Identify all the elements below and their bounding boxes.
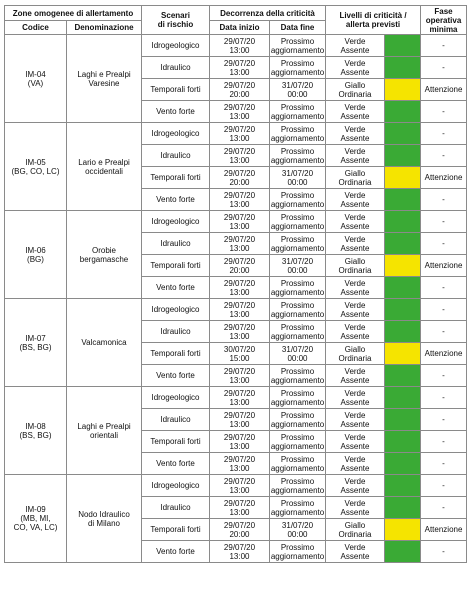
start-date: 29/07/20 20:00 [210,255,270,277]
zone-code: IM-05 (BG, CO, LC) [5,123,67,211]
end-date: Prossimo aggiornamento [270,476,325,495]
alert-level-label: Verde Assente [326,277,385,299]
operative-phase: - [421,409,467,431]
start-date: 29/07/20 13:00 [210,233,270,255]
start-date: 29/07/20 13:00 [210,431,270,453]
risk-scenario: Temporali forti [142,519,210,541]
alert-level-label: Verde Assente [326,541,385,563]
alert-table-container [4,5,467,563]
alert-level-label: Verde Assente [326,123,385,145]
operative-phase: - [421,365,467,387]
table-row [5,123,467,145]
alert-level-label: Verde Assente [326,57,385,79]
risk-scenario: Temporali forti [142,255,210,277]
alert-level-label: Giallo Ordinaria [326,79,385,101]
risk-scenario: Idraulico [142,321,210,343]
zone-name: Laghi e Prealpi Varesine [67,35,142,123]
start-date: 29/07/20 13:00 [210,101,270,123]
alert-level-label: Verde Assente [326,189,385,211]
risk-scenario: Idrogeologico [142,475,210,497]
end-date: Prossimo aggiornamento [270,454,325,473]
operative-phase: - [421,123,467,145]
operative-phase: - [421,497,467,519]
end-date: Prossimo aggiornamento [270,36,325,55]
end-date: Prossimo aggiornamento [270,410,325,429]
alert-level-swatch [385,453,421,475]
header-zone: Zone omogenee di allertamento [5,6,142,21]
zone-name: Orobie bergamasche [67,211,142,299]
zone-group [5,35,467,123]
alert-level-swatch [385,233,421,255]
alert-level-label: Giallo Ordinaria [326,343,385,365]
alert-level-swatch [385,35,421,57]
alert-level-label: Giallo Ordinaria [326,519,385,541]
end-date: 31/07/20 00:00 [270,519,326,541]
operative-phase: - [421,321,467,343]
alert-level-label: Verde Assente [326,387,385,409]
end-date: Prossimo aggiornamento [270,322,325,341]
risk-scenario: Vento forte [142,189,210,211]
alert-level-swatch [385,497,421,519]
zone-code: IM-06 (BG) [5,211,67,299]
header-scenari: Scenari di rischio [142,6,210,35]
alert-level-label: Verde Assente [326,475,385,497]
start-date: 29/07/20 13:00 [210,277,270,299]
header-data-inizio: Data inizio [210,21,270,35]
risk-scenario: Temporali forti [142,431,210,453]
risk-scenario: Idrogeologico [142,123,210,145]
alert-level-swatch [385,57,421,79]
alert-level-swatch [385,211,421,233]
alert-table [4,5,467,563]
operative-phase: - [421,211,467,233]
header-decorrenza: Decorrenza della criticità [210,6,326,21]
zone-code: IM-08 (BS, BG) [5,387,67,475]
zone-group [5,299,467,387]
end-date: Prossimo aggiornamento [270,498,325,517]
risk-scenario: Idrogeologico [142,211,210,233]
zone-name: Valcamonica [67,299,142,387]
start-date: 29/07/20 13:00 [210,365,270,387]
alert-level-swatch [385,387,421,409]
operative-phase: - [421,189,467,211]
end-date: Prossimo aggiornamento [270,432,325,451]
alert-level-label: Giallo Ordinaria [326,255,385,277]
table-row [5,475,467,497]
operative-phase: - [421,233,467,255]
operative-phase: Attenzione [421,79,467,101]
risk-scenario: Vento forte [142,101,210,123]
header-livelli: Livelli di criticità / allerta previsti [326,6,421,35]
end-date: Prossimo aggiornamento [270,190,325,209]
alert-level-swatch [385,343,421,365]
risk-scenario: Idrogeologico [142,35,210,57]
start-date: 29/07/20 13:00 [210,497,270,519]
operative-phase: - [421,277,467,299]
end-date: 31/07/20 00:00 [270,167,326,189]
operative-phase: - [421,35,467,57]
operative-phase: - [421,101,467,123]
zone-name: Lario e Prealpi occidentali [67,123,142,211]
alert-level-swatch [385,145,421,167]
header-denominazione: Denominazione [67,21,142,35]
alert-level-swatch [385,299,421,321]
operative-phase: - [421,57,467,79]
alert-level-label: Verde Assente [326,233,385,255]
start-date: 29/07/20 13:00 [210,57,270,79]
alert-level-label: Giallo Ordinaria [326,167,385,189]
alert-level-swatch [385,321,421,343]
alert-level-swatch [385,79,421,101]
start-date: 29/07/20 13:00 [210,475,270,497]
end-date: Prossimo aggiornamento [270,300,325,319]
end-date: Prossimo aggiornamento [270,388,325,407]
start-date: 29/07/20 13:00 [210,321,270,343]
start-date: 29/07/20 20:00 [210,519,270,541]
alert-level-label: Verde Assente [326,101,385,123]
alert-level-label: Verde Assente [326,431,385,453]
alert-level-label: Verde Assente [326,299,385,321]
start-date: 29/07/20 20:00 [210,167,270,189]
zone-code: IM-07 (BS, BG) [5,299,67,387]
end-date: Prossimo aggiornamento [270,366,325,385]
risk-scenario: Idraulico [142,497,210,519]
operative-phase: Attenzione [421,255,467,277]
start-date: 29/07/20 13:00 [210,387,270,409]
operative-phase: Attenzione [421,343,467,365]
operative-phase: - [421,475,467,497]
alert-level-label: Verde Assente [326,409,385,431]
alert-level-label: Verde Assente [326,497,385,519]
table-row [5,387,467,409]
zone-group [5,123,467,211]
risk-scenario: Idraulico [142,233,210,255]
operative-phase: - [421,387,467,409]
alert-level-label: Verde Assente [326,321,385,343]
alert-level-swatch [385,519,421,541]
operative-phase: - [421,145,467,167]
zone-code: IM-09 (MB, MI, CO, VA, LC) [5,475,67,563]
end-date: Prossimo aggiornamento [270,146,325,165]
risk-scenario: Idrogeologico [142,299,210,321]
alert-level-label: Verde Assente [326,211,385,233]
table-row [5,299,467,321]
start-date: 29/07/20 13:00 [210,123,270,145]
risk-scenario: Vento forte [142,365,210,387]
risk-scenario: Vento forte [142,453,210,475]
start-date: 30/07/20 15:00 [210,343,270,365]
start-date: 29/07/20 13:00 [210,409,270,431]
alert-level-label: Verde Assente [326,35,385,57]
operative-phase: - [421,299,467,321]
end-date: Prossimo aggiornamento [270,124,325,143]
risk-scenario: Temporali forti [142,79,210,101]
table-row [5,211,467,233]
zone-name: Laghi e Prealpi orientali [67,387,142,475]
alert-level-swatch [385,189,421,211]
operative-phase: - [421,541,467,563]
zone-name: Nodo Idraulico di Milano [67,475,142,563]
risk-scenario: Idraulico [142,145,210,167]
operative-phase: - [421,431,467,453]
risk-scenario: Temporali forti [142,167,210,189]
risk-scenario: Idraulico [142,57,210,79]
zone-code: IM-04 (VA) [5,35,67,123]
end-date: 31/07/20 00:00 [270,255,326,277]
start-date: 29/07/20 13:00 [210,299,270,321]
zone-group [5,387,467,475]
header-fase: Fase operativa minima [421,6,467,35]
alert-level-swatch [385,277,421,299]
risk-scenario: Vento forte [142,277,210,299]
risk-scenario: Vento forte [142,541,210,563]
alert-level-swatch [385,475,421,497]
start-date: 29/07/20 13:00 [210,189,270,211]
alert-level-swatch [385,167,421,189]
table-header [5,6,467,35]
start-date: 29/07/20 13:00 [210,541,270,563]
alert-level-swatch [385,431,421,453]
end-date: Prossimo aggiornamento [270,234,325,253]
risk-scenario: Idrogeologico [142,387,210,409]
operative-phase: Attenzione [421,519,467,541]
end-date: Prossimo aggiornamento [270,278,325,297]
alert-level-swatch [385,123,421,145]
risk-scenario: Temporali forti [142,343,210,365]
end-date: Prossimo aggiornamento [270,212,325,231]
start-date: 29/07/20 13:00 [210,145,270,167]
start-date: 29/07/20 20:00 [210,79,270,101]
end-date: Prossimo aggiornamento [270,542,325,561]
alert-level-label: Verde Assente [326,145,385,167]
alert-level-swatch [385,541,421,563]
end-date: 31/07/20 00:00 [270,79,326,101]
alert-level-swatch [385,101,421,123]
zone-group [5,211,467,299]
operative-phase: - [421,453,467,475]
alert-level-swatch [385,255,421,277]
end-date: 31/07/20 00:00 [270,343,326,365]
alert-level-swatch [385,365,421,387]
alert-level-swatch [385,409,421,431]
risk-scenario: Idraulico [142,409,210,431]
operative-phase: Attenzione [421,167,467,189]
end-date: Prossimo aggiornamento [270,102,325,121]
header-data-fine: Data fine [270,21,326,35]
alert-level-label: Verde Assente [326,365,385,387]
zone-group [5,475,467,563]
end-date: Prossimo aggiornamento [270,58,325,77]
table-row [5,35,467,57]
alert-level-label: Verde Assente [326,453,385,475]
start-date: 29/07/20 13:00 [210,453,270,475]
header-codice: Codice [5,21,67,35]
start-date: 29/07/20 13:00 [210,211,270,233]
start-date: 29/07/20 13:00 [210,35,270,57]
